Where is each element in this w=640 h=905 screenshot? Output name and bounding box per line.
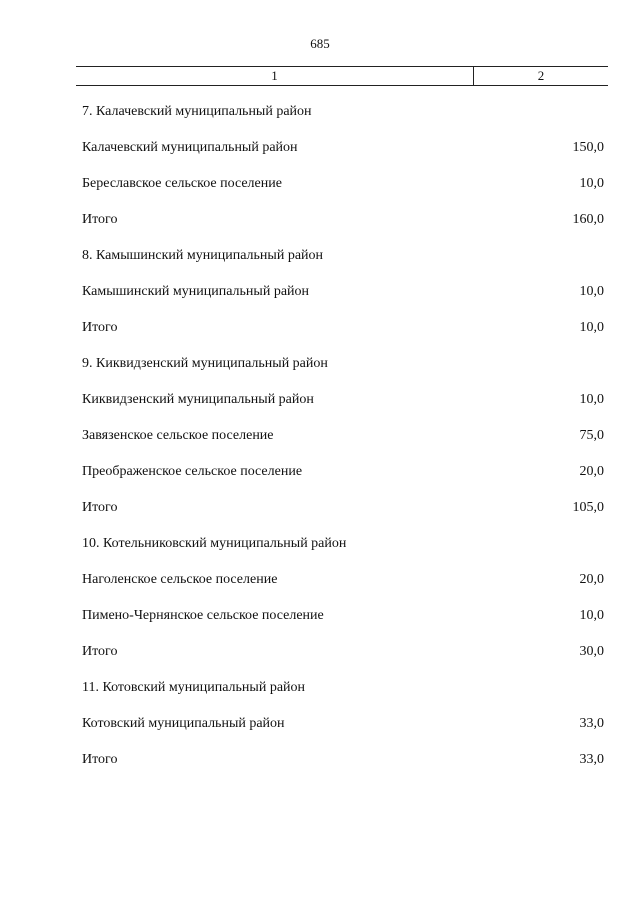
table-row: [82, 210, 604, 246]
row-label: Завязенское сельское поселение: [82, 428, 274, 443]
table-row: [82, 714, 604, 750]
row-label: Камышинский муниципальный район: [82, 284, 310, 299]
row-label: Итого: [82, 752, 118, 767]
table-header: [76, 66, 608, 86]
table-row: [82, 426, 604, 462]
row-label: Наголенское сельское поселение: [82, 572, 278, 587]
table-row: [82, 534, 604, 570]
row-label: Пимено-Чернянское сельское поселение: [82, 608, 324, 623]
row-value: 20,0: [579, 572, 604, 587]
column-header-2: 2: [537, 68, 545, 83]
table-row: [82, 678, 604, 714]
row-label: Береславское сельское поселение: [82, 176, 282, 191]
table-row: [82, 606, 604, 642]
table-row: [82, 318, 604, 354]
row-label: 10. Котельниковский муниципальный район: [82, 536, 347, 551]
table-row: [82, 750, 604, 786]
row-value: 10,0: [579, 176, 604, 191]
row-label: Преображенское сельское поселение: [82, 464, 303, 479]
table-row: [82, 246, 604, 282]
table-row: [82, 462, 604, 498]
row-label: 8. Камышинский муниципальный район: [82, 248, 324, 263]
table-row: [82, 498, 604, 534]
row-label: Итого: [82, 212, 118, 227]
table-row: [82, 174, 604, 210]
row-label: 11. Котовский муниципальный район: [82, 680, 306, 695]
row-label: Киквидзенский муниципальный район: [82, 392, 314, 407]
row-value: 150,0: [572, 140, 604, 155]
row-value: 75,0: [579, 428, 604, 443]
row-label: Итого: [82, 644, 118, 659]
table-row: [82, 138, 604, 174]
row-label: Итого: [82, 500, 118, 515]
row-value: 10,0: [579, 284, 604, 299]
table-row: [82, 282, 604, 318]
table-row: [82, 390, 604, 426]
row-value: 20,0: [579, 464, 604, 479]
row-value: 105,0: [572, 500, 604, 515]
row-label: Котовский муниципальный район: [82, 716, 285, 731]
table-row: [82, 102, 604, 138]
table-body: [82, 102, 604, 786]
row-label: 9. Киквидзенский муниципальный район: [82, 356, 328, 371]
row-value: 10,0: [579, 608, 604, 623]
row-value: 160,0: [572, 212, 604, 227]
row-value: 10,0: [579, 392, 604, 407]
row-label: Калачевский муниципальный район: [82, 140, 298, 155]
row-value: 33,0: [579, 752, 604, 767]
row-label: Итого: [82, 320, 118, 335]
row-value: 30,0: [579, 644, 604, 659]
table-row: [82, 642, 604, 678]
row-label: 7. Калачевский муниципальный район: [82, 104, 312, 119]
column-header-1: 1: [76, 67, 474, 85]
row-value: 10,0: [579, 320, 604, 335]
table-row: [82, 354, 604, 390]
page-number: 685: [310, 36, 330, 51]
table-row: [82, 570, 604, 606]
row-value: 33,0: [579, 716, 604, 731]
